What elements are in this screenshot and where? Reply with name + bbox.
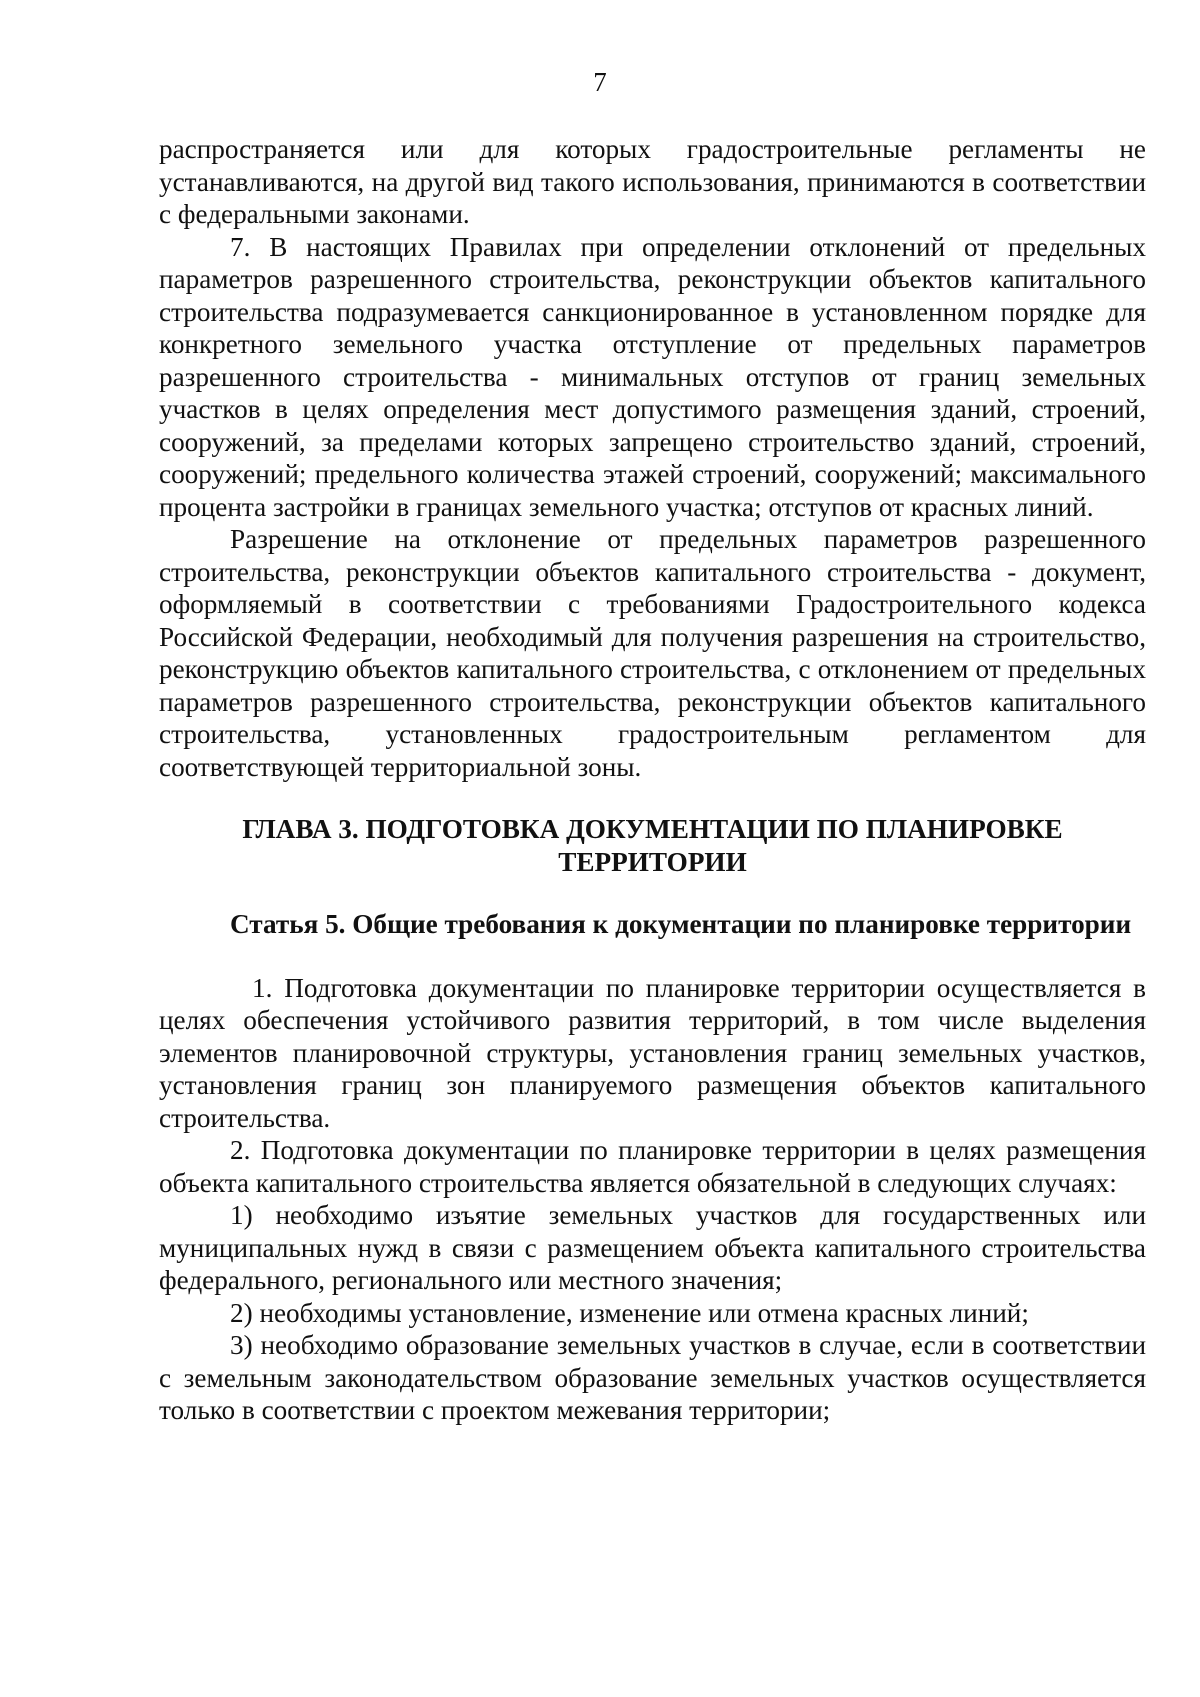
article-item-2: 2. Подготовка документации по планировке территории в целях размещения объекта капитального строительства является обязательной в следующих случаях: (159, 1135, 1146, 1198)
document-body (159, 133, 1146, 1427)
chapter-heading-line-1: ГЛАВА 3. ПОДГОТОВКА ДОКУМЕНТАЦИИ ПО ПЛАНИРОВКЕ (242, 814, 1063, 844)
chapter-heading-line-2: ТЕРРИТОРИИ (558, 846, 747, 877)
list-item: 3) необходимо образование земельных участков в случае, если в соответствии с земельным законодательством образование земельных участков осуществляется только в соответствии с проектом межевания территории; (159, 1330, 1146, 1425)
list-item: 1) необходимо изъятие земельных участков для государственных или муниципальных нужд в связи с размещением объекта капитального строительства федерального, регионального или местного значения; (159, 1200, 1146, 1295)
continued-paragraph: распространяется или для которых градостроительные регламенты не устанавливаются, на другой вид такого использования, принимаются в соответствии с федеральными законами. (159, 134, 1146, 229)
article-item-1: 1. Подготовка документации по планировке территории осуществляется в целях обеспечения устойчивого развития территорий, в том числе выделения элементов планировочной структуры, установления границ земельных участков, установления границ зон планируемого размещения объектов капитального строительства. (159, 972, 1146, 1133)
chapter-heading (159, 813, 1146, 878)
rule-item-7: 7. В настоящих Правилах при определении отклонений от предельных параметров разрешенного строительства, реконструкции объектов капитального строительства подразумевается санкционированное в установленном порядке для конкретного земельного участка отступление от предельных параметров разрешенного строительства - минимальных отступов от границ земельных участков в целях определения мест допустимого размещения зданий, строений, сооружений, за пределами которых запрещено строительство зданий, строений, сооружений; предельного количества этажей строений, сооружений; максимального процента застройки в границах земельного участка; отступов от красных линий. (159, 231, 1146, 522)
list-item: 2) необходимы установление, изменение или отмена красных линий; (230, 1297, 1029, 1328)
permission-paragraph: Разрешение на отклонение от предельных параметров разрешенного строительства, реконструкции объектов капитального строительства - документ, оформляемый в соответствии с требованиями Градостроительного кодекса Российской Федерации, необходимый для получения разрешения на строительство, реконструкцию объектов капитального строительства, с отклонением от предельных параметров разрешенного строительства, реконструкции объектов капитального строительства, установленных градостроительным регламентом для соответствующей территориальной зоны. (159, 524, 1146, 782)
article-heading: Статья 5. Общие требования к документации по планировке территории (230, 909, 1132, 939)
page-number: 7 (593, 67, 607, 97)
